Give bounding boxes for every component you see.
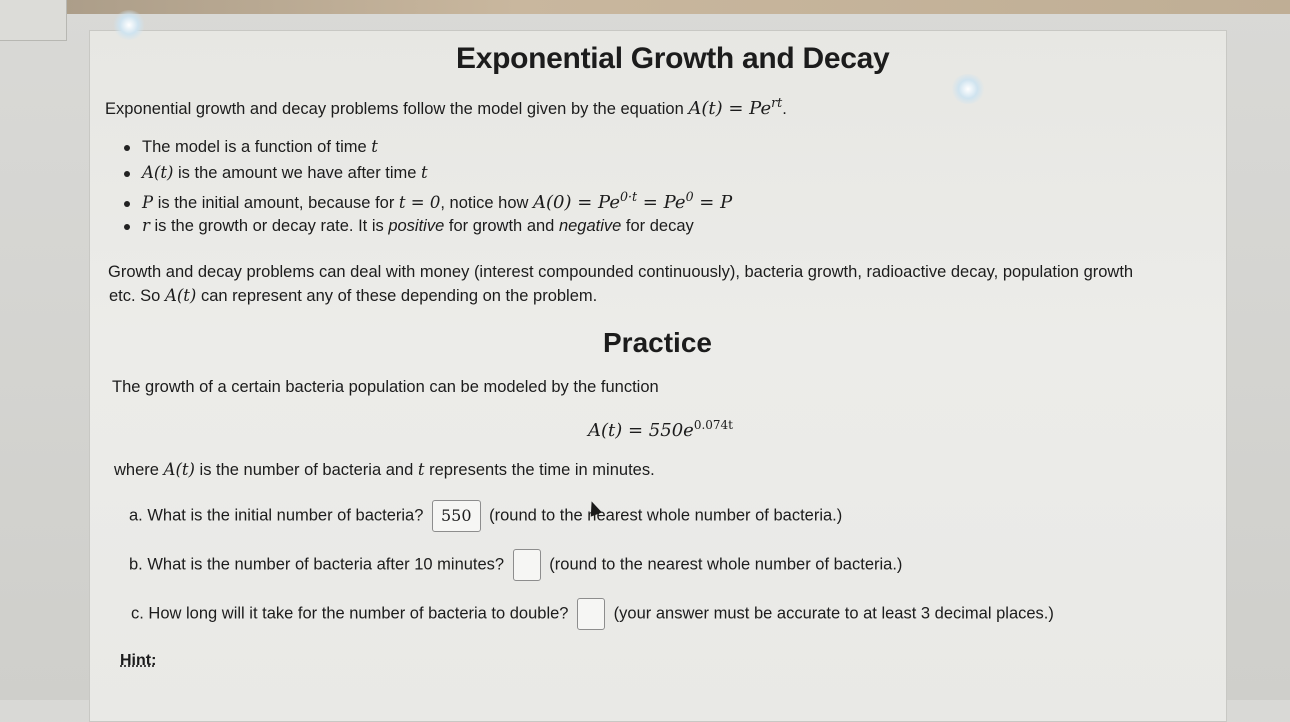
where-line: where A(t) is the number of bacteria and t represents the time in minutes. (114, 460, 655, 479)
problem-intro: The growth of a certain bacteria population can be modeled by the function (112, 378, 659, 396)
side-panel-edge (0, 0, 67, 41)
context-paragraph-line2: etc. So A(t) can represent any of these depending on the problem. (109, 286, 598, 305)
answer-input-b[interactable] (513, 549, 541, 581)
context-paragraph-line1: Growth and decay problems can deal with money (interest compounded continuously), bacteria growth, radioactive decay, population growth (108, 263, 1134, 281)
bullet-dot (124, 201, 130, 207)
screen-glare (112, 10, 146, 40)
question-a: a. What is the initial number of bacteria? 550 (round to the nearest whole number of bacteria.) (129, 500, 842, 532)
browser-top-edge (0, 0, 1290, 14)
bullet-item: r is the growth or decay rate. It is positive for growth and negative for decay (124, 216, 694, 236)
page-title: Exponential Growth and Decay (456, 42, 890, 75)
intro-equation: $A(t) = Pe^{rt}$ (688, 95, 783, 119)
question-b: b. What is the number of bacteria after 10 minutes? (round to the nearest whole number of bacteria.) (129, 549, 902, 581)
bullet-dot (124, 224, 130, 230)
bullet-item: The model is a function of time t (124, 137, 378, 157)
intro-paragraph: Exponential growth and decay problems follow the model given by the equation $A(t) = Pe^{rt}$. (105, 95, 787, 119)
answer-input-a[interactable]: 550 (432, 500, 481, 532)
hint-link[interactable]: Hint: (120, 652, 157, 669)
bullet-dot (124, 145, 130, 151)
function-equation: $A(t) = 550e^{0.074t}$ (588, 418, 733, 441)
screen-glare (950, 74, 986, 104)
bullet-dot (124, 171, 130, 177)
bullet-item: P is the initial amount, because for t = 0, notice how $A(0) = Pe^{0\cdot t} = Pe^0 = P$ (124, 189, 732, 213)
answer-input-c[interactable] (577, 598, 605, 630)
question-c: c. How long will it take for the number of bacteria to double? (your answer must be accurate to at least 3 decimal places.) (131, 598, 1054, 630)
bullet-item: A(t) is the amount we have after time t (124, 163, 428, 183)
practice-heading: Practice (603, 327, 712, 358)
